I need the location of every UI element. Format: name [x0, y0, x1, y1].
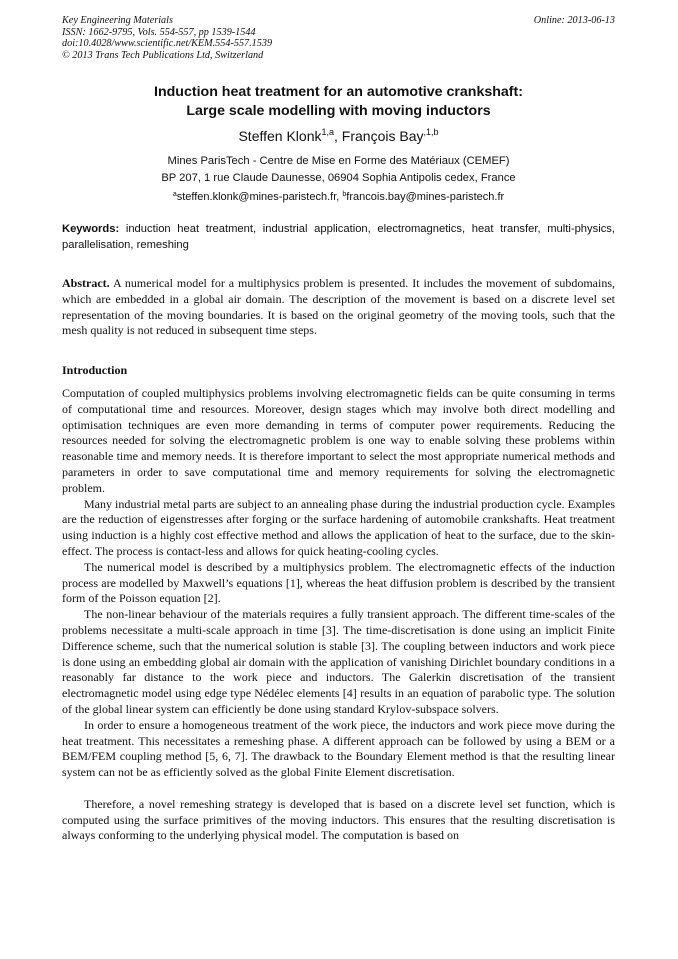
section-heading-introduction: Introduction — [62, 363, 128, 377]
journal-issn: ISSN: 1662-9795, Vols. 554-557, pp 1539-1544 — [62, 26, 256, 38]
author-separator: , — [334, 128, 342, 144]
abstract — [62, 276, 615, 339]
online-date: Online: 2013-06-13 — [533, 15, 615, 26]
paragraph: Computation of coupled multiphysics problems involving electromagnetic fields can be quite consuming in terms of computational time and resources. Moreover, design stages which may involve both direct modelling and optimisation techniques are even more demanding in terms of computer power requirements. Reducing the resources needed for solving the electromagnetic problem is one way to enable solving these problems within reasonable time and memory needs. It is therefore important to select the most appropriate numerical methods and parameters in order to save computational time and memory requirements for solving the electromagnetic problem. — [62, 386, 615, 495]
email-b[interactable]: francois.bay@mines-paristech.fr — [346, 191, 505, 203]
paper-title — [62, 83, 615, 121]
email-a[interactable]: steffen.klonk@mines-paristech.fr — [176, 191, 337, 203]
journal-doi: doi:10.4028/www.scientific.net/KEM.554-557.1539 — [62, 38, 273, 50]
keywords — [62, 222, 615, 253]
paragraph: In order to ensure a homogeneous treatment of the work piece, the inductors and work piece move during the heat treatment. This necessitates a remeshing phase. A different approach can be followed by using a BEM or a BEM/FEM coupling method [5, 6, 7]. The drawback to the Boundary Element method is that the resulting linear system can not be as efficiently solved as the global Finite Element discretisation. — [62, 717, 615, 780]
email-b-mark: b — [342, 191, 347, 198]
paragraph: The non-linear behaviour of the materials requires a fully transient approach. The different time-scales of the problems necessitate a multi-scale approach in time [3]. The time-discretisation is done using an implicit Finite Difference scheme, such that the numerical solution is stable [3]. The coupling between inductors and work piece is done using an embedding global air domain with the application of vanishing Dirichlet boundary conditions in a reasonably far distance to the work piece and inductors. The Galerkin discretisation of the transient electromagnetic model using edge type Nédélec elements [4] results in an equation of parabolic type. The solution of the global linear system can efficiently be done using standard Krylov-subspace solvers. — [62, 607, 615, 716]
email-a-mark: a — [172, 191, 177, 198]
abstract-text: A numerical model for a multiphysics problem is presented. It includes the movement of subdomains, which are embedded in a global air domain. The description of the movement is based on a discrete level set representation of the moving boundaries. It is based on the original geometry of the moving tools, such that the mesh quality is not reduced in subsequent time steps. — [62, 276, 615, 338]
author-1-affil-mark: 1,a — [321, 127, 335, 137]
journal-name: Key Engineering Materials — [62, 15, 173, 26]
affiliation — [62, 153, 615, 187]
introduction-body — [62, 386, 615, 844]
title-line-2: Large scale modelling with moving inductors — [186, 103, 491, 119]
affiliation-line-2: BP 207, 1 rue Claude Daunesse, 06904 Sophia Antipolis cedex, France — [161, 172, 516, 184]
author-list — [62, 127, 615, 145]
author-emails — [62, 189, 615, 205]
affiliation-line-1: Mines ParisTech - Centre de Mise en Forme des Matériaux (CEMEF) — [167, 155, 510, 167]
paragraph: Many industrial metal parts are subject to an annealing phase during the industrial production cycle. Examples are the reduction of eigenstresses after forging or the surface hardening of automobile crankshafts. Heat treatment using induction is a highly cost effective method and allows the application of heat to the surface, due to the skin-effect. The process is contact-less and allows for quick heating-cooling cycles. — [62, 496, 615, 558]
email-separator: , — [336, 191, 343, 203]
author-2-affil-mark: ,1,b — [423, 127, 439, 137]
keywords-label: Keywords: — [62, 223, 120, 235]
abstract-label: Abstract. — [62, 276, 110, 290]
paragraph: Therefore, a novel remeshing strategy is developed that is based on a discrete level set function, which is computed using the surface primitives of the moving inductors. This ensures that the resulting discretisation is always conforming to the underlying physical model. The computation is based on — [62, 796, 615, 843]
author-2-name: François Bay — [341, 128, 424, 144]
journal-copyright: © 2013 Trans Tech Publications Ltd, Switzerland — [62, 49, 264, 61]
title-line-1: Induction heat treatment for an automotive crankshaft: — [154, 84, 523, 100]
journal-header — [62, 15, 615, 61]
keywords-text: induction heat treatment, industrial application, electromagnetics, heat transfer, multi-physics, parallelisation, remeshing — [62, 223, 615, 251]
author-1-name: Steffen Klonk — [238, 128, 322, 144]
paragraph: The numerical model is described by a multiphysics problem. The electromagnetic effects of the induction process are modelled by Maxwell’s equations [1], whereas the heat diffusion problem is described by the transient form of the Poisson equation [2]. — [62, 559, 615, 606]
